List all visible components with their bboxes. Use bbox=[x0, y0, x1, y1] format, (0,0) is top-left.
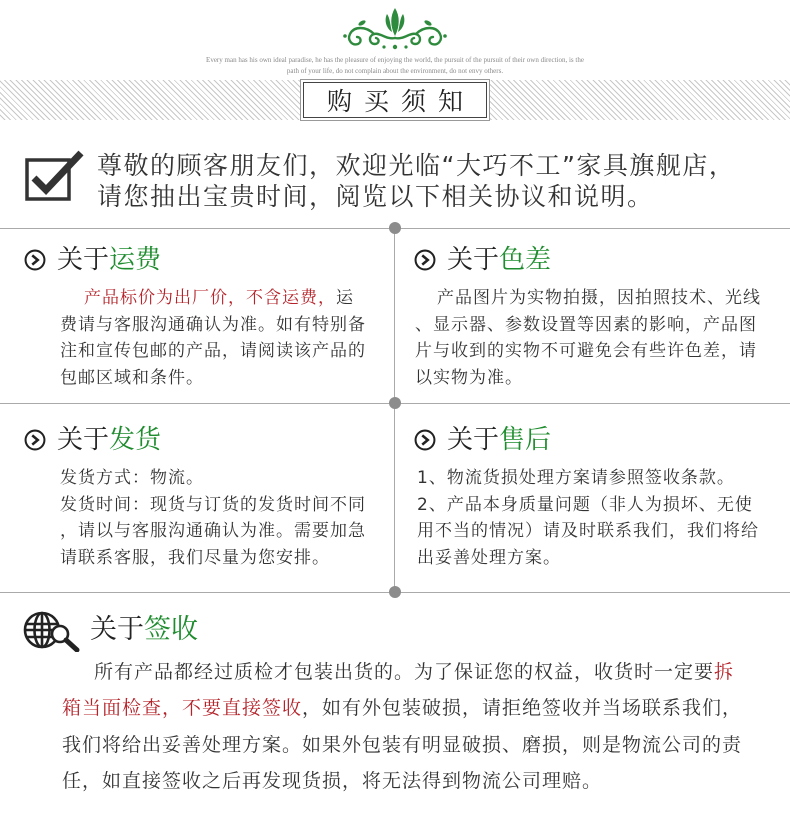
section-heading-signing bbox=[90, 614, 198, 646]
highlight-text: 拆 bbox=[714, 661, 735, 683]
section-heading-color-difference bbox=[414, 244, 551, 276]
section-body-line: 请联系客服，我们尽量为您安排。 bbox=[60, 547, 330, 568]
section-heading-prefix: 关于 bbox=[57, 425, 110, 455]
divider-dot bbox=[389, 586, 401, 598]
section-heading-after-sales bbox=[414, 424, 551, 456]
section-body-line: 发货方式：物流。 bbox=[60, 468, 204, 488]
plain-text: 运 bbox=[336, 288, 354, 308]
section-body-line: 我们将给出妥善处理方案。如果外包装有明显破损、磨损，则是物流公司的责 bbox=[62, 733, 743, 756]
section-body-line: 、显示器、参数设置等因素的影响，产品图 bbox=[415, 314, 757, 335]
section-body-line: 片与收到的实物不可避免会有些许色差，请 bbox=[415, 341, 757, 362]
section-body-after-sales bbox=[417, 465, 759, 571]
section-heading-keyword: 发货 bbox=[109, 425, 162, 455]
circle-arrow-right-icon bbox=[414, 249, 436, 271]
circle-arrow-right-icon bbox=[24, 429, 46, 451]
section-body-line: 出妥善处理方案。 bbox=[417, 547, 561, 568]
section-heading-keyword: 色差 bbox=[499, 245, 552, 275]
section-heading-keyword: 售后 bbox=[499, 425, 552, 455]
section-body-line: ，请以与客服沟通确认为准。需要加急 bbox=[60, 521, 366, 542]
motto-line: path of your life, do not complain about the environment, do not envy others. bbox=[286, 67, 504, 75]
section-body-line: 任，如直接签收之后再发现货损，将无法得到物流公司理赔。 bbox=[62, 769, 603, 792]
section-body-line: 以实物为准。 bbox=[415, 367, 523, 388]
section-heading-shipping-fee bbox=[24, 244, 161, 276]
section-body-line: 2、产品本身质量问题（非人为损坏、无使 bbox=[417, 494, 753, 515]
section-body-line: 用不当的情况）请及时联系我们，我们将给 bbox=[417, 521, 759, 542]
highlight-text: 箱当面检查，不要直接签收 bbox=[62, 697, 303, 720]
section-body-line: 包邮区域和条件。 bbox=[60, 367, 204, 388]
section-heading-delivery bbox=[24, 424, 161, 456]
section-heading-prefix: 关于 bbox=[90, 614, 144, 645]
section-body-color-difference bbox=[415, 285, 761, 391]
section-body-signing bbox=[62, 654, 742, 799]
divider-dot bbox=[389, 397, 401, 409]
section-heading-prefix: 关于 bbox=[447, 245, 500, 275]
section-body-line: 注和宣传包邮的产品，请阅读该产品的 bbox=[60, 341, 366, 362]
section-body-line: 产品图片为实物拍摄，因拍照技术、光线 bbox=[437, 288, 761, 308]
welcome-line: 请您抽出宝贵时间，阅览以下相关协议和说明。 bbox=[97, 182, 654, 211]
section-heading-keyword: 运费 bbox=[109, 245, 162, 275]
section-body-line bbox=[62, 654, 742, 690]
motto-line: Every man has his own ideal paradise, he has the pleasure of enjoying the world, the pursuit of the pursuit of their own direction, is the bbox=[206, 56, 584, 64]
section-body-line: 1、物流货损处理方案请参照签收条款。 bbox=[417, 468, 735, 488]
section-heading-prefix: 关于 bbox=[447, 425, 500, 455]
plain-text: ，如有外包装破损，请拒绝签收并当场联系我们， bbox=[302, 697, 743, 720]
section-heading-prefix: 关于 bbox=[57, 245, 110, 275]
section-body-line: 费请与客服沟通确认为准。如有特别备 bbox=[60, 314, 366, 335]
section-body-line: 发货时间：现货与订货的发货时间不同 bbox=[60, 494, 366, 515]
highlight-text: 产品标价为出厂价，不含运费， bbox=[84, 288, 336, 308]
section-body-shipping-fee bbox=[60, 285, 366, 391]
plain-text: 所有产品都经过质检才包装出货的。为了保证您的权益，收货时一定要 bbox=[94, 661, 715, 683]
section-body-line bbox=[60, 285, 366, 312]
notice-title-box bbox=[303, 82, 487, 118]
circle-arrow-right-icon bbox=[24, 249, 46, 271]
section-heading-keyword: 签收 bbox=[144, 614, 198, 645]
divider-dot bbox=[389, 222, 401, 234]
welcome-line: 尊敬的顾客朋友们，欢迎光临“大巧不工”家具旗舰店， bbox=[97, 151, 736, 180]
notice-title: 购买须知 bbox=[326, 87, 475, 116]
circle-arrow-right-icon bbox=[414, 429, 436, 451]
divider-vertical bbox=[394, 228, 395, 592]
floral-ornament-icon bbox=[340, 6, 450, 52]
section-body-delivery bbox=[60, 465, 366, 571]
section-body-line bbox=[62, 690, 742, 726]
globe-search-icon bbox=[22, 610, 80, 652]
checkbox-check-icon bbox=[24, 148, 84, 202]
